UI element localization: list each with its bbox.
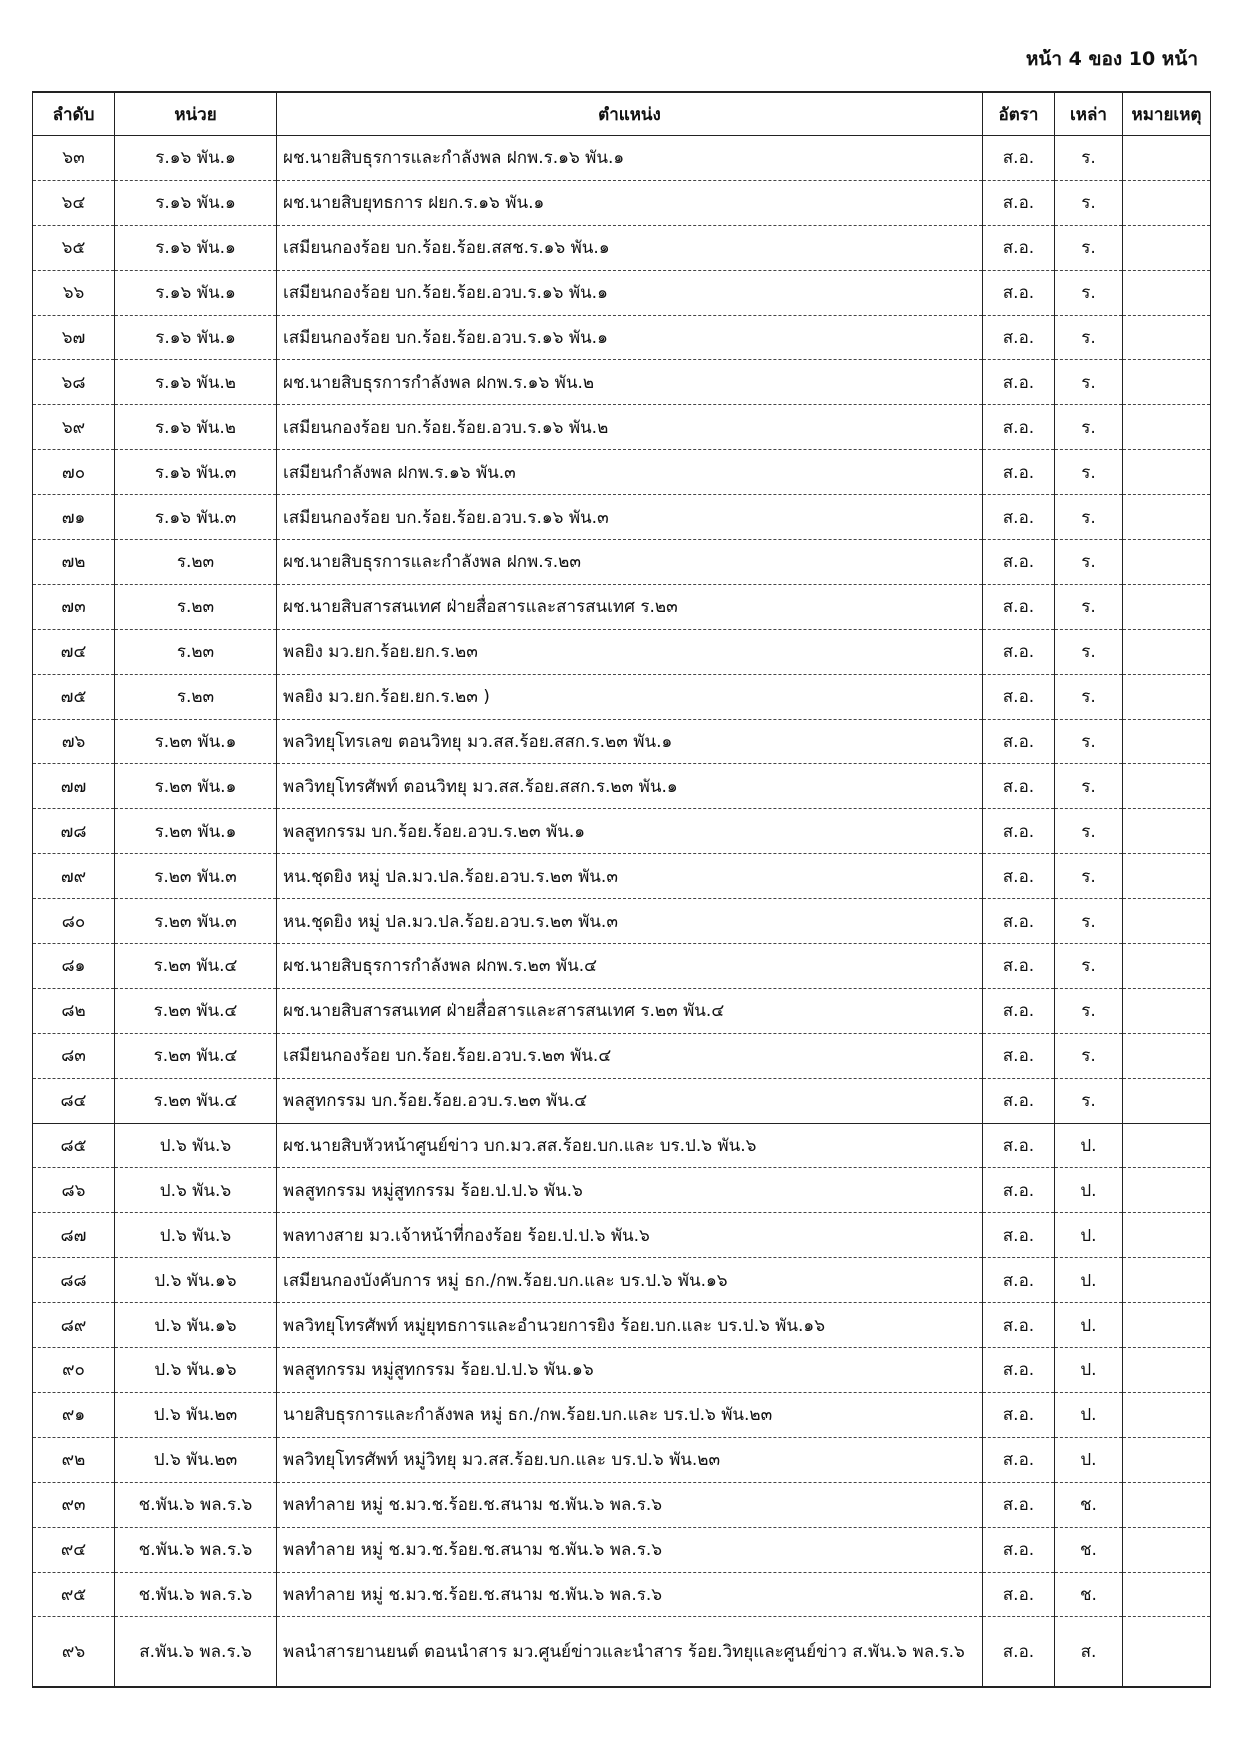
row-rank: ส.อ. [983,1123,1055,1168]
header-position: ตำแหน่ง [277,92,983,136]
row-unit: ร.๒๓ พัน.๑ [115,809,277,854]
row-unit: ป.๖ พัน.๑๖ [115,1258,277,1303]
row-remarks [1123,1078,1211,1123]
header-rank: อัตรา [983,92,1055,136]
row-seq: ๘๕ [33,1123,115,1168]
row-branch: ร. [1055,809,1123,854]
row-remarks [1123,584,1211,629]
row-remarks [1123,225,1211,270]
table-row [33,1348,1211,1393]
table-row [33,1527,1211,1572]
row-position: เสมียนกองร้อย บก.ร้อย.ร้อย.สสช.ร.๑๖ พัน.๑ [277,225,983,270]
row-seq: ๘๙ [33,1303,115,1348]
row-remarks [1123,899,1211,944]
row-branch: ร. [1055,1078,1123,1123]
row-remarks [1123,1258,1211,1303]
row-rank: ส.อ. [983,225,1055,270]
row-branch: ช. [1055,1482,1123,1527]
row-branch: ร. [1055,136,1123,181]
row-unit: ป.๖ พัน.๑๖ [115,1348,277,1393]
row-rank: ส.อ. [983,1617,1055,1688]
row-seq: ๗๗ [33,764,115,809]
table-row [33,225,1211,270]
row-remarks [1123,1437,1211,1482]
row-rank: ส.อ. [983,1213,1055,1258]
row-branch: ร. [1055,225,1123,270]
row-seq: ๘๗ [33,1213,115,1258]
row-position: พลทำลาย หมู่ ช.มว.ช.ร้อย.ช.สนาม ช.พัน.๖ พล.ร.๖ [277,1572,983,1617]
table-row [33,270,1211,315]
table-row [33,1437,1211,1482]
row-seq: ๗๔ [33,629,115,674]
row-position: พลยิง มว.ยก.ร้อย.ยก.ร.๒๓ ) [277,674,983,719]
table-row [33,674,1211,719]
row-rank: ส.อ. [983,405,1055,450]
row-remarks [1123,988,1211,1033]
row-rank: ส.อ. [983,1527,1055,1572]
row-remarks [1123,1168,1211,1213]
row-unit: ป.๖ พัน.๒๓ [115,1437,277,1482]
row-branch: ป. [1055,1437,1123,1482]
row-position: ผช.นายสิบธุรการกำลังพล ฝกพ.ร.๒๓ พัน.๔ [277,944,983,989]
row-branch: ร. [1055,944,1123,989]
row-branch: ป. [1055,1258,1123,1303]
row-position: พลยิง มว.ยก.ร้อย.ยก.ร.๒๓ [277,629,983,674]
row-seq: ๙๖ [33,1617,115,1688]
row-unit: ป.๖ พัน.๖ [115,1123,277,1168]
row-seq: ๘๐ [33,899,115,944]
row-seq: ๗๕ [33,674,115,719]
row-rank: ส.อ. [983,988,1055,1033]
row-branch: ร. [1055,674,1123,719]
row-branch: ร. [1055,180,1123,225]
row-remarks [1123,180,1211,225]
table-row [33,315,1211,360]
table-row [33,1303,1211,1348]
row-branch: ป. [1055,1168,1123,1213]
row-unit: ป.๖ พัน.๑๖ [115,1303,277,1348]
row-remarks [1123,405,1211,450]
table-row [33,1168,1211,1213]
row-seq: ๘๘ [33,1258,115,1303]
row-remarks [1123,809,1211,854]
row-seq: ๗๖ [33,719,115,764]
row-unit: ร.๒๓ [115,629,277,674]
table-row [33,1078,1211,1123]
row-seq: ๘๖ [33,1168,115,1213]
table-row [33,180,1211,225]
row-rank: ส.อ. [983,854,1055,899]
row-position: พลวิทยุโทรศัพท์ ตอนวิทยุ มว.สส.ร้อย.สสก.ร.๒๓ พัน.๑ [277,764,983,809]
table-row [33,764,1211,809]
row-unit: ร.๑๖ พัน.๑ [115,225,277,270]
table-row [33,988,1211,1033]
table-row [33,809,1211,854]
row-seq: ๗๐ [33,450,115,495]
personnel-table [32,91,1211,1688]
row-position: พลทำลาย หมู่ ช.มว.ช.ร้อย.ช.สนาม ช.พัน.๖ พล.ร.๖ [277,1527,983,1572]
table-row [33,1392,1211,1437]
table-row [33,1213,1211,1258]
row-rank: ส.อ. [983,719,1055,764]
row-remarks [1123,1303,1211,1348]
row-rank: ส.อ. [983,1482,1055,1527]
row-remarks [1123,495,1211,540]
row-unit: ร.๑๖ พัน.๓ [115,495,277,540]
row-rank: ส.อ. [983,1437,1055,1482]
row-position: พลนำสารยานยนต์ ตอนนำสาร มว.ศูนย์ข่าวและนำสาร ร้อย.วิทยุและศูนย์ข่าว ส.พัน.๖ พล.ร.๖ [277,1617,983,1688]
row-position: พลสูทกรรม บก.ร้อย.ร้อย.อวบ.ร.๒๓ พัน.๑ [277,809,983,854]
row-seq: ๘๑ [33,944,115,989]
row-rank: ส.อ. [983,1168,1055,1213]
row-branch: ร. [1055,854,1123,899]
row-rank: ส.อ. [983,1078,1055,1123]
row-branch: ป. [1055,1213,1123,1258]
row-unit: ส.พัน.๖ พล.ร.๖ [115,1617,277,1688]
row-remarks [1123,1348,1211,1393]
row-rank: ส.อ. [983,1392,1055,1437]
row-remarks [1123,854,1211,899]
row-unit: ช.พัน.๖ พล.ร.๖ [115,1482,277,1527]
row-rank: ส.อ. [983,629,1055,674]
row-position: หน.ชุดยิง หมู่ ปล.มว.ปล.ร้อย.อวบ.ร.๒๓ พัน.๓ [277,854,983,899]
row-unit: ร.๒๓ [115,540,277,585]
row-remarks [1123,1527,1211,1572]
row-position: เสมียนกำลังพล ฝกพ.ร.๑๖ พัน.๓ [277,450,983,495]
row-position: พลวิทยุโทรเลข ตอนวิทยุ มว.สส.ร้อย.สสก.ร.๒๓ พัน.๑ [277,719,983,764]
row-unit: ร.๒๓ พัน.๑ [115,764,277,809]
row-unit: ช.พัน.๖ พล.ร.๖ [115,1527,277,1572]
table-row [33,1258,1211,1303]
table-header-row [33,92,1211,136]
row-branch: ช. [1055,1527,1123,1572]
row-remarks [1123,136,1211,181]
row-position: เสมียนกองร้อย บก.ร้อย.ร้อย.อวบ.ร.๒๓ พัน.๔ [277,1033,983,1078]
row-position: ผช.นายสิบธุรการและกำลังพล ฝกพ.ร.๑๖ พัน.๑ [277,136,983,181]
table-row [33,1482,1211,1527]
row-remarks [1123,360,1211,405]
row-seq: ๖๙ [33,405,115,450]
table-row [33,1617,1211,1688]
row-unit: ร.๒๓ พัน.๑ [115,719,277,764]
row-seq: ๙๓ [33,1482,115,1527]
row-rank: ส.อ. [983,270,1055,315]
table-row [33,450,1211,495]
row-branch: ร. [1055,719,1123,764]
row-branch: ร. [1055,1033,1123,1078]
row-branch: ร. [1055,764,1123,809]
table-row [33,540,1211,585]
row-branch: ร. [1055,540,1123,585]
row-position: พลวิทยุโทรศัพท์ หมู่ยุทธการและอำนวยการยิง ร้อย.บก.และ บร.ป.๖ พัน.๑๖ [277,1303,983,1348]
row-rank: ส.อ. [983,944,1055,989]
header-unit: หน่วย [115,92,277,136]
row-branch: ช. [1055,1572,1123,1617]
row-branch: ป. [1055,1123,1123,1168]
row-remarks [1123,719,1211,764]
row-seq: ๖๘ [33,360,115,405]
row-rank: ส.อ. [983,899,1055,944]
row-remarks [1123,1572,1211,1617]
row-remarks [1123,450,1211,495]
row-position: พลสูทกรรม บก.ร้อย.ร้อย.อวบ.ร.๒๓ พัน.๔ [277,1078,983,1123]
row-seq: ๖๖ [33,270,115,315]
row-rank: ส.อ. [983,180,1055,225]
row-position: เสมียนกองร้อย บก.ร้อย.ร้อย.อวบ.ร.๑๖ พัน.๓ [277,495,983,540]
page-number: หน้า 4 ของ 10 หน้า [1025,48,1198,70]
row-branch: ป. [1055,1303,1123,1348]
row-unit: ร.๒๓ พัน.๔ [115,1078,277,1123]
row-remarks [1123,1213,1211,1258]
table-row [33,944,1211,989]
row-position: ผช.นายสิบธุรการและกำลังพล ฝกพ.ร.๒๓ [277,540,983,585]
row-remarks [1123,674,1211,719]
row-position: นายสิบธุรการและกำลังพล หมู่ ธก./กพ.ร้อย.บก.และ บร.ป.๖ พัน.๒๓ [277,1392,983,1437]
row-unit: ช.พัน.๖ พล.ร.๖ [115,1572,277,1617]
row-branch: ร. [1055,584,1123,629]
row-unit: ร.๑๖ พัน.๒ [115,360,277,405]
row-remarks [1123,629,1211,674]
row-unit: ร.๒๓ [115,674,277,719]
row-unit: ร.๑๖ พัน.๑ [115,315,277,360]
row-seq: ๘๓ [33,1033,115,1078]
row-position: พลสูทกรรม หมู่สูทกรรม ร้อย.ป.ป.๖ พัน.๑๖ [277,1348,983,1393]
table-row [33,629,1211,674]
row-remarks [1123,1482,1211,1527]
table-row [33,899,1211,944]
row-unit: ร.๑๖ พัน.๓ [115,450,277,495]
row-unit: ร.๒๓ พัน.๔ [115,988,277,1033]
row-branch: ร. [1055,405,1123,450]
row-position: เสมียนกองบังคับการ หมู่ ธก./กพ.ร้อย.บก.และ บร.ป.๖ พัน.๑๖ [277,1258,983,1303]
row-seq: ๖๔ [33,180,115,225]
row-unit: ร.๒๓ พัน.๓ [115,899,277,944]
header-seq: ลำดับ [33,92,115,136]
row-seq: ๗๑ [33,495,115,540]
row-position: ผช.นายสิบสารสนเทศ ฝ่ายสื่อสารและสารสนเทศ ร.๒๓ [277,584,983,629]
row-unit: ร.๑๖ พัน.๑ [115,180,277,225]
table-row [33,719,1211,764]
row-position: เสมียนกองร้อย บก.ร้อย.ร้อย.อวบ.ร.๑๖ พัน.๒ [277,405,983,450]
row-position: เสมียนกองร้อย บก.ร้อย.ร้อย.อวบ.ร.๑๖ พัน.๑ [277,270,983,315]
row-unit: ร.๒๓ [115,584,277,629]
row-rank: ส.อ. [983,1572,1055,1617]
table-row [33,495,1211,540]
row-unit: ร.๒๓ พัน.๔ [115,944,277,989]
row-position: พลทางสาย มว.เจ้าหน้าที่กองร้อย ร้อย.ป.ป.๖ พัน.๖ [277,1213,983,1258]
row-unit: ป.๖ พัน.๖ [115,1213,277,1258]
row-seq: ๗๓ [33,584,115,629]
row-remarks [1123,944,1211,989]
row-rank: ส.อ. [983,495,1055,540]
row-branch: ร. [1055,450,1123,495]
table-row [33,136,1211,181]
row-seq: ๗๒ [33,540,115,585]
row-position: เสมียนกองร้อย บก.ร้อย.ร้อย.อวบ.ร.๑๖ พัน.๑ [277,315,983,360]
row-branch: ร. [1055,270,1123,315]
header-remarks: หมายเหตุ [1123,92,1211,136]
row-seq: ๙๕ [33,1572,115,1617]
row-position: พลวิทยุโทรศัพท์ หมู่วิทยุ มว.สส.ร้อย.บก.และ บร.ป.๖ พัน.๒๓ [277,1437,983,1482]
table-row [33,1033,1211,1078]
header-branch: เหล่า [1055,92,1123,136]
row-branch: ร. [1055,629,1123,674]
row-unit: ร.๑๖ พัน.๑ [115,270,277,315]
row-seq: ๗๘ [33,809,115,854]
table-row [33,405,1211,450]
row-seq: ๙๔ [33,1527,115,1572]
row-branch: ร. [1055,360,1123,405]
row-position: ผช.นายสิบหัวหน้าศูนย์ข่าว บก.มว.สส.ร้อย.บก.และ บร.ป.๖ พัน.๖ [277,1123,983,1168]
row-rank: ส.อ. [983,315,1055,360]
row-remarks [1123,1617,1211,1688]
row-remarks [1123,540,1211,585]
row-remarks [1123,315,1211,360]
row-position: พลสูทกรรม หมู่สูทกรรม ร้อย.ป.ป.๖ พัน.๖ [277,1168,983,1213]
row-unit: ร.๒๓ พัน.๓ [115,854,277,899]
row-remarks [1123,1123,1211,1168]
row-rank: ส.อ. [983,360,1055,405]
row-remarks [1123,1033,1211,1078]
row-rank: ส.อ. [983,1258,1055,1303]
row-branch: ป. [1055,1348,1123,1393]
row-position: หน.ชุดยิง หมู่ ปล.มว.ปล.ร้อย.อวบ.ร.๒๓ พัน.๓ [277,899,983,944]
row-seq: ๙๒ [33,1437,115,1482]
row-unit: ร.๑๖ พัน.๑ [115,136,277,181]
row-position: ผช.นายสิบยุทธการ ฝยก.ร.๑๖ พัน.๑ [277,180,983,225]
row-unit: ป.๖ พัน.๒๓ [115,1392,277,1437]
row-rank: ส.อ. [983,1348,1055,1393]
row-seq: ๙๐ [33,1348,115,1393]
row-unit: ป.๖ พัน.๖ [115,1168,277,1213]
row-rank: ส.อ. [983,809,1055,854]
row-rank: ส.อ. [983,584,1055,629]
row-seq: ๘๔ [33,1078,115,1123]
row-branch: ร. [1055,495,1123,540]
row-seq: ๗๙ [33,854,115,899]
table-row [33,584,1211,629]
row-branch: ร. [1055,988,1123,1033]
row-remarks [1123,1392,1211,1437]
row-rank: ส.อ. [983,674,1055,719]
row-rank: ส.อ. [983,450,1055,495]
row-rank: ส.อ. [983,764,1055,809]
table-row [33,854,1211,899]
table-row [33,1123,1211,1168]
row-branch: ร. [1055,899,1123,944]
row-seq: ๖๗ [33,315,115,360]
table-body [33,136,1211,1688]
row-branch: ร. [1055,315,1123,360]
row-seq: ๙๑ [33,1392,115,1437]
row-remarks [1123,764,1211,809]
row-seq: ๖๓ [33,136,115,181]
row-branch: ป. [1055,1392,1123,1437]
row-remarks [1123,270,1211,315]
row-position: ผช.นายสิบสารสนเทศ ฝ่ายสื่อสารและสารสนเทศ ร.๒๓ พัน.๔ [277,988,983,1033]
row-rank: ส.อ. [983,136,1055,181]
row-position: พลทำลาย หมู่ ช.มว.ช.ร้อย.ช.สนาม ช.พัน.๖ พล.ร.๖ [277,1482,983,1527]
table-row [33,1572,1211,1617]
row-unit: ร.๒๓ พัน.๔ [115,1033,277,1078]
row-rank: ส.อ. [983,1033,1055,1078]
row-branch: ส. [1055,1617,1123,1688]
row-rank: ส.อ. [983,540,1055,585]
row-seq: ๖๕ [33,225,115,270]
row-unit: ร.๑๖ พัน.๒ [115,405,277,450]
row-rank: ส.อ. [983,1303,1055,1348]
row-seq: ๘๒ [33,988,115,1033]
table-row [33,360,1211,405]
row-position: ผช.นายสิบธุรการกำลังพล ฝกพ.ร.๑๖ พัน.๒ [277,360,983,405]
